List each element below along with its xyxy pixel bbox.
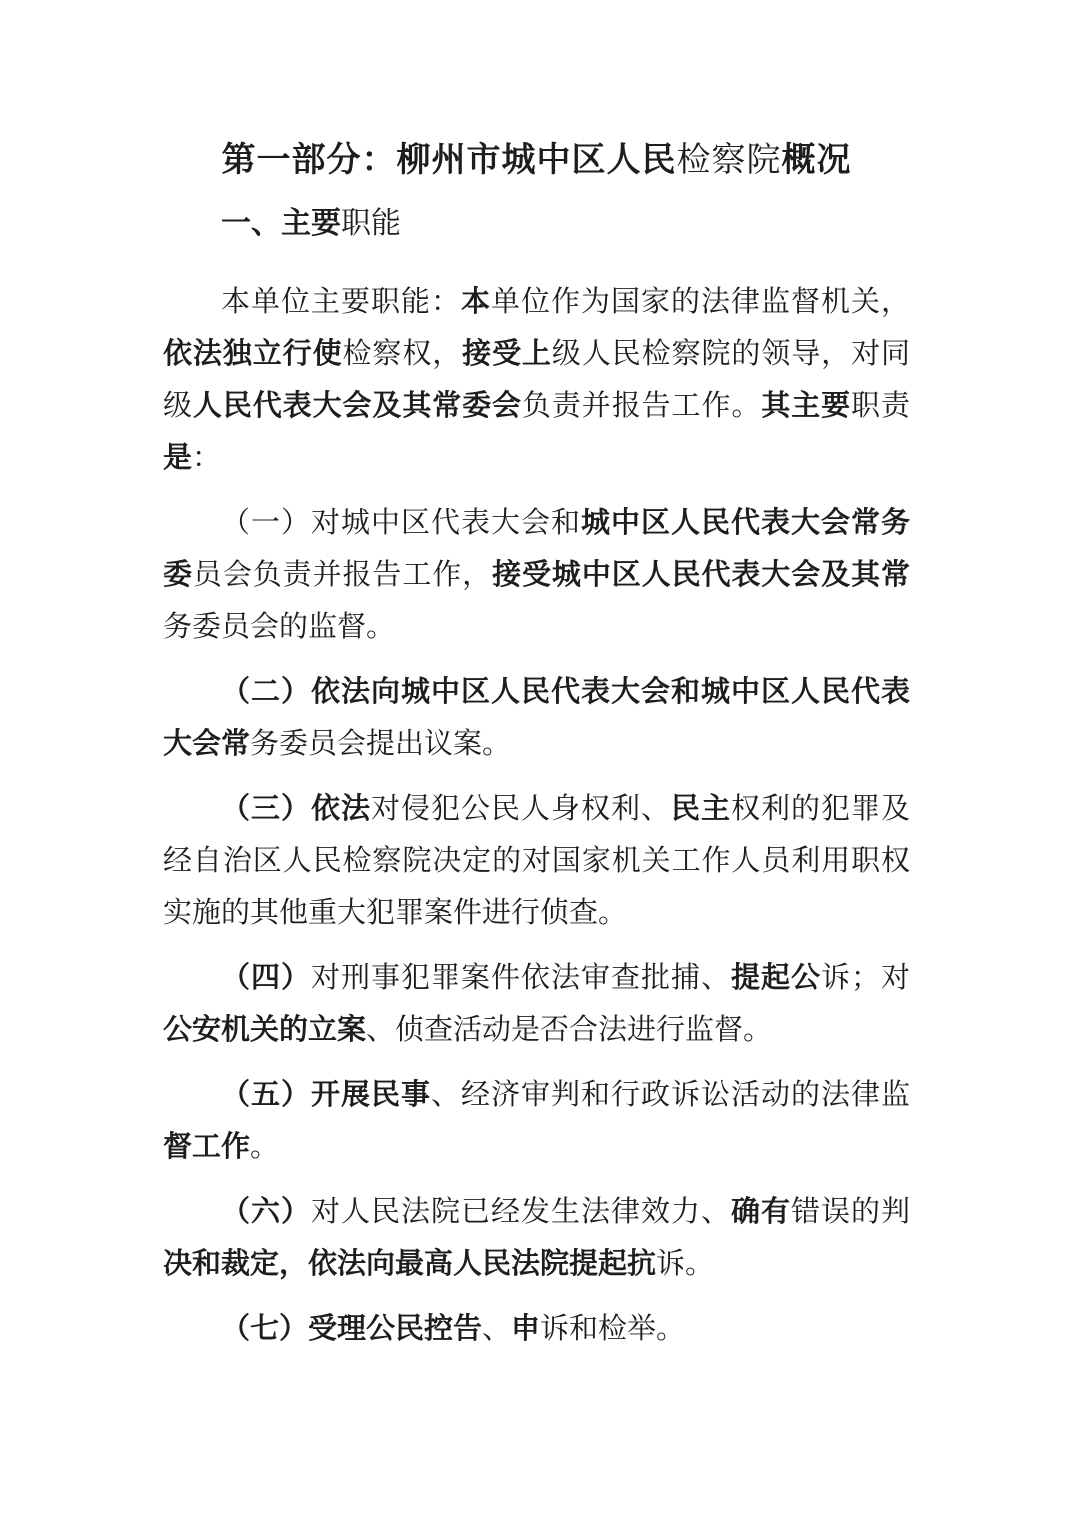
text-run: （七）受理公民控告 bbox=[221, 1313, 483, 1345]
text-run: 诉。 bbox=[656, 1248, 715, 1280]
text-run: 务委员会的监督。 bbox=[163, 611, 396, 643]
text-run: 。 bbox=[250, 1131, 280, 1163]
text-run: 是 bbox=[163, 442, 193, 474]
text-run: 错误的判 bbox=[790, 1196, 910, 1228]
paragraph bbox=[163, 1069, 910, 1173]
text-run: 权利的犯罪及经自治区人民检察院决定的对国家机关工作人员利用职权实施的其他重大犯罪案件进行侦查。 bbox=[163, 793, 910, 929]
text-run: 职责 bbox=[851, 390, 910, 422]
section-heading bbox=[163, 198, 910, 250]
text-run: 人民代表大会及其常委会 bbox=[192, 390, 522, 422]
text-run: 本 bbox=[460, 286, 491, 318]
text-run: 其主要 bbox=[761, 390, 852, 422]
document-title bbox=[163, 136, 910, 184]
text-run: 对人民法院已经发生法律效力、 bbox=[311, 1196, 731, 1228]
text-run: （六） bbox=[221, 1196, 311, 1228]
text-run: 、 bbox=[482, 1313, 512, 1345]
text-run: 决和裁定，依法向最高人民法院提起抗 bbox=[163, 1248, 657, 1280]
text-run: 本单位主要职能： bbox=[221, 286, 461, 318]
text-run: 职能 bbox=[341, 207, 401, 240]
text-run: 单位作为国家的法律监督机关， bbox=[490, 286, 910, 318]
text-run: （三）依法 bbox=[221, 793, 371, 825]
paragraph bbox=[163, 497, 910, 653]
document-body bbox=[163, 276, 910, 1355]
text-run: 接受上 bbox=[462, 338, 552, 370]
text-run: 员会负责并报告工作， bbox=[192, 559, 493, 591]
paragraph bbox=[163, 666, 910, 770]
text-run: 督工作 bbox=[163, 1131, 251, 1163]
text-run: 公安机关的立案 bbox=[163, 1014, 367, 1046]
text-run: 诉和检举。 bbox=[540, 1313, 686, 1345]
text-run: （二）依法向城中区人民代表大会和城中区人民代表大会常 bbox=[163, 676, 910, 760]
text-run: 提起公 bbox=[730, 962, 821, 994]
text-run: 、侦查活动是否合法进行监督。 bbox=[366, 1014, 773, 1046]
text-run: 诉；对 bbox=[820, 962, 910, 994]
text-run: （四） bbox=[221, 962, 311, 994]
text-run: 城中区人民代表大会常务委 bbox=[163, 507, 910, 591]
text-run: 申 bbox=[511, 1313, 541, 1345]
text-run: 对刑事犯罪案件依法审查批捕、 bbox=[311, 962, 731, 994]
text-run: 务委员会提出议案。 bbox=[250, 728, 512, 760]
text-run: 依法独立行使 bbox=[163, 338, 343, 370]
paragraph bbox=[163, 952, 910, 1056]
text-run: 检察权， bbox=[342, 338, 463, 370]
text-run: （一）对城中区代表大会和 bbox=[221, 507, 581, 539]
text-run: ： bbox=[192, 442, 222, 474]
text-run: 负责并报告工作。 bbox=[521, 390, 762, 422]
paragraph bbox=[163, 783, 910, 939]
text-run: 级人民检察院的领导，对同级 bbox=[163, 338, 910, 422]
text-run: 、经济审判和行政诉讼活动的法律监 bbox=[431, 1079, 910, 1111]
text-run: 检察院 bbox=[676, 141, 782, 179]
text-run: 接受城中区人民代表大会及其常 bbox=[492, 559, 910, 591]
text-run: 一、主要 bbox=[221, 207, 341, 240]
paragraph bbox=[163, 276, 910, 484]
text-run: 民主 bbox=[670, 793, 731, 825]
paragraph bbox=[163, 1186, 910, 1290]
paragraph bbox=[163, 1303, 910, 1355]
text-run: 第一部分：柳州市城中区人民 bbox=[221, 141, 677, 179]
text-run: （五）开展民事 bbox=[221, 1079, 431, 1111]
text-run: 确有 bbox=[730, 1196, 791, 1228]
text-run: 概况 bbox=[781, 141, 852, 179]
text-run: 对侵犯公民人身权利、 bbox=[371, 793, 671, 825]
